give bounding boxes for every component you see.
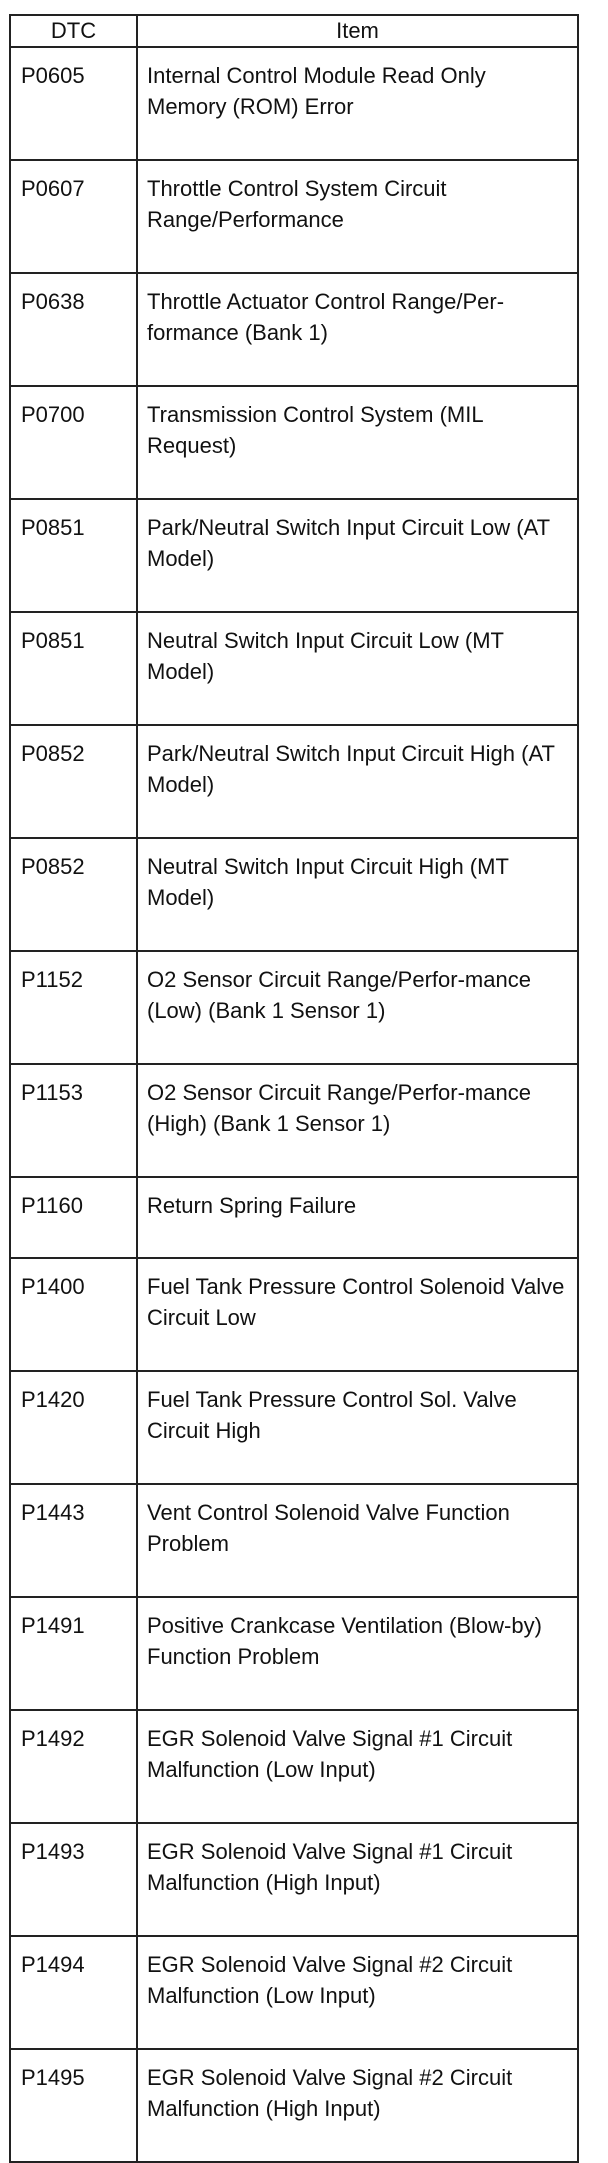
dtc-item: Return Spring Failure [137, 1177, 578, 1258]
dtc-item: O2 Sensor Circuit Range/Perfor-mance (Low) (Bank 1 Sensor 1) [137, 951, 578, 1064]
table-row [10, 1710, 578, 1823]
dtc-item: EGR Solenoid Valve Signal #1 Circuit Malfunction (Low Input) [137, 1710, 578, 1823]
dtc-item: Internal Control Module Read Only Memory (ROM) Error [137, 47, 578, 160]
table-row [10, 838, 578, 951]
table-row [10, 1371, 578, 1484]
dtc-code: P0607 [10, 160, 137, 273]
table-row [10, 499, 578, 612]
table-row [10, 1484, 578, 1597]
table-row [10, 1177, 578, 1258]
dtc-code: P1443 [10, 1484, 137, 1597]
dtc-item: Throttle Control System Circuit Range/Performance [137, 160, 578, 273]
dtc-code: P0851 [10, 499, 137, 612]
table-header [10, 15, 578, 47]
dtc-item: EGR Solenoid Valve Signal #2 Circuit Malfunction (Low Input) [137, 1936, 578, 2049]
dtc-item: Fuel Tank Pressure Control Sol. Valve Circuit High [137, 1371, 578, 1484]
dtc-code: P1400 [10, 1258, 137, 1371]
dtc-item: Positive Crankcase Ventilation (Blow-by) Function Problem [137, 1597, 578, 1710]
dtc-item: Park/Neutral Switch Input Circuit Low (AT Model) [137, 499, 578, 612]
dtc-item: Neutral Switch Input Circuit Low (MT Model) [137, 612, 578, 725]
table-row [10, 1258, 578, 1371]
header-dtc: DTC [10, 15, 137, 47]
dtc-item: O2 Sensor Circuit Range/Perfor-mance (High) (Bank 1 Sensor 1) [137, 1064, 578, 1177]
dtc-item: Transmission Control System (MIL Request) [137, 386, 578, 499]
dtc-code: P0852 [10, 838, 137, 951]
dtc-code: P1491 [10, 1597, 137, 1710]
dtc-item: EGR Solenoid Valve Signal #2 Circuit Malfunction (High Input) [137, 2049, 578, 2162]
dtc-item: Fuel Tank Pressure Control Solenoid Valve Circuit Low [137, 1258, 578, 1371]
table-row [10, 612, 578, 725]
dtc-code: P0605 [10, 47, 137, 160]
dtc-code: P0851 [10, 612, 137, 725]
header-row [10, 15, 578, 47]
header-item: Item [137, 15, 578, 47]
dtc-code: P1153 [10, 1064, 137, 1177]
table-row [10, 160, 578, 273]
dtc-code: P1492 [10, 1710, 137, 1823]
dtc-code: P1420 [10, 1371, 137, 1484]
table-row [10, 1936, 578, 2049]
table-row [10, 951, 578, 1064]
dtc-code: P0852 [10, 725, 137, 838]
dtc-table [9, 14, 579, 2163]
dtc-code: P0638 [10, 273, 137, 386]
dtc-code: P1152 [10, 951, 137, 1064]
dtc-item: Vent Control Solenoid Valve Function Problem [137, 1484, 578, 1597]
dtc-item: Park/Neutral Switch Input Circuit High (AT Model) [137, 725, 578, 838]
table-row [10, 1597, 578, 1710]
table-row [10, 1064, 578, 1177]
table-row [10, 273, 578, 386]
dtc-code: P1495 [10, 2049, 137, 2162]
dtc-code: P1160 [10, 1177, 137, 1258]
table-row [10, 386, 578, 499]
dtc-item: Neutral Switch Input Circuit High (MT Model) [137, 838, 578, 951]
dtc-code: P1494 [10, 1936, 137, 2049]
dtc-code: P1493 [10, 1823, 137, 1936]
dtc-code: P0700 [10, 386, 137, 499]
table-body [10, 47, 578, 2162]
table-row [10, 2049, 578, 2162]
table-row [10, 725, 578, 838]
dtc-item: EGR Solenoid Valve Signal #1 Circuit Malfunction (High Input) [137, 1823, 578, 1936]
table-row [10, 47, 578, 160]
table-row [10, 1823, 578, 1936]
dtc-item: Throttle Actuator Control Range/Per-formance (Bank 1) [137, 273, 578, 386]
